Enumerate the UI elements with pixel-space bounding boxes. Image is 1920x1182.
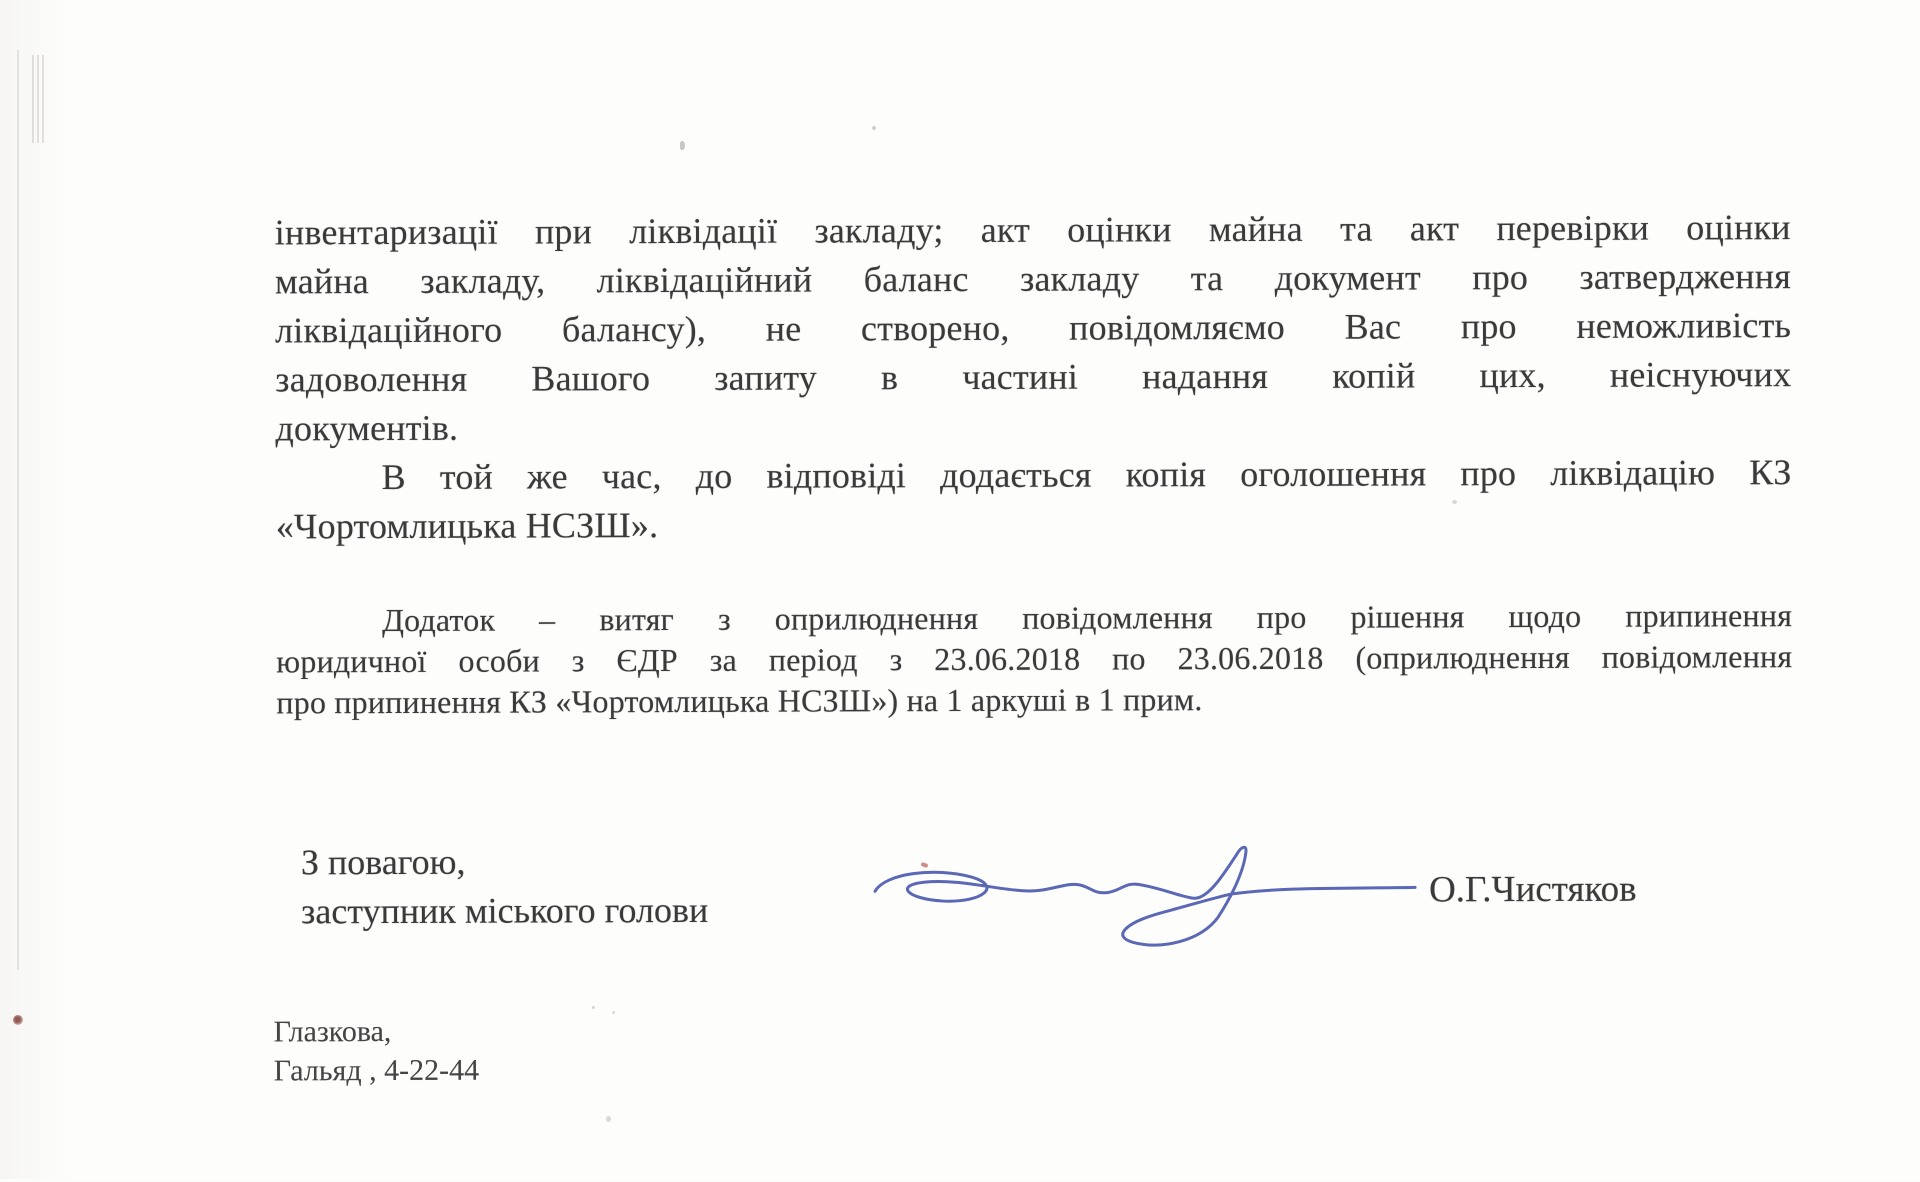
attachment-paragraph bbox=[276, 595, 1792, 723]
executor-phone: Гальяд , 4-22-44 bbox=[274, 1051, 480, 1091]
body-line: інвентаризації при ліквідації закладу; акт оцінки майна та акт перевірки оцінки bbox=[275, 203, 1791, 257]
attachment-line: про припинення КЗ «Чортомлицька НСЗШ») на 1 аркуші в 1 прим. bbox=[276, 677, 1792, 723]
closing-salutation: З повагою, bbox=[301, 837, 708, 887]
body-line: В той же час, до відповіді додається копія оголошення про ліквідацію КЗ bbox=[276, 448, 1792, 502]
signature-stroke bbox=[875, 847, 1415, 946]
body-line: ліквідаційного балансу), не створено, повідомляємо Вас про неможливість bbox=[275, 301, 1791, 355]
executor-block bbox=[273, 1012, 479, 1091]
body-line: «Чортомлицька НСЗШ». bbox=[276, 497, 1792, 551]
body-line: документів. bbox=[275, 399, 1791, 453]
signature-ink bbox=[863, 831, 1443, 973]
attachment-line: Додаток – витяг з оприлюднення повідомлення про рішення щодо припинення bbox=[276, 595, 1792, 641]
signer-name: О.Г.Чистяков bbox=[1429, 868, 1637, 912]
body-line: майна закладу, ліквідаційний баланс закладу та документ про затвердження bbox=[275, 252, 1791, 306]
executor-name: Глазкова, bbox=[273, 1012, 479, 1052]
signer-title: заступник міського голови bbox=[301, 886, 708, 936]
closing-block bbox=[301, 837, 708, 936]
main-paragraphs bbox=[275, 203, 1792, 551]
body-line: задоволення Вашого запиту в частині надання копій цих, неіснуючих bbox=[275, 350, 1791, 404]
attachment-line: юридичної особи з ЄДР за період з 23.06.2018 по 23.06.2018 (оприлюднення повідомлення bbox=[276, 636, 1792, 682]
